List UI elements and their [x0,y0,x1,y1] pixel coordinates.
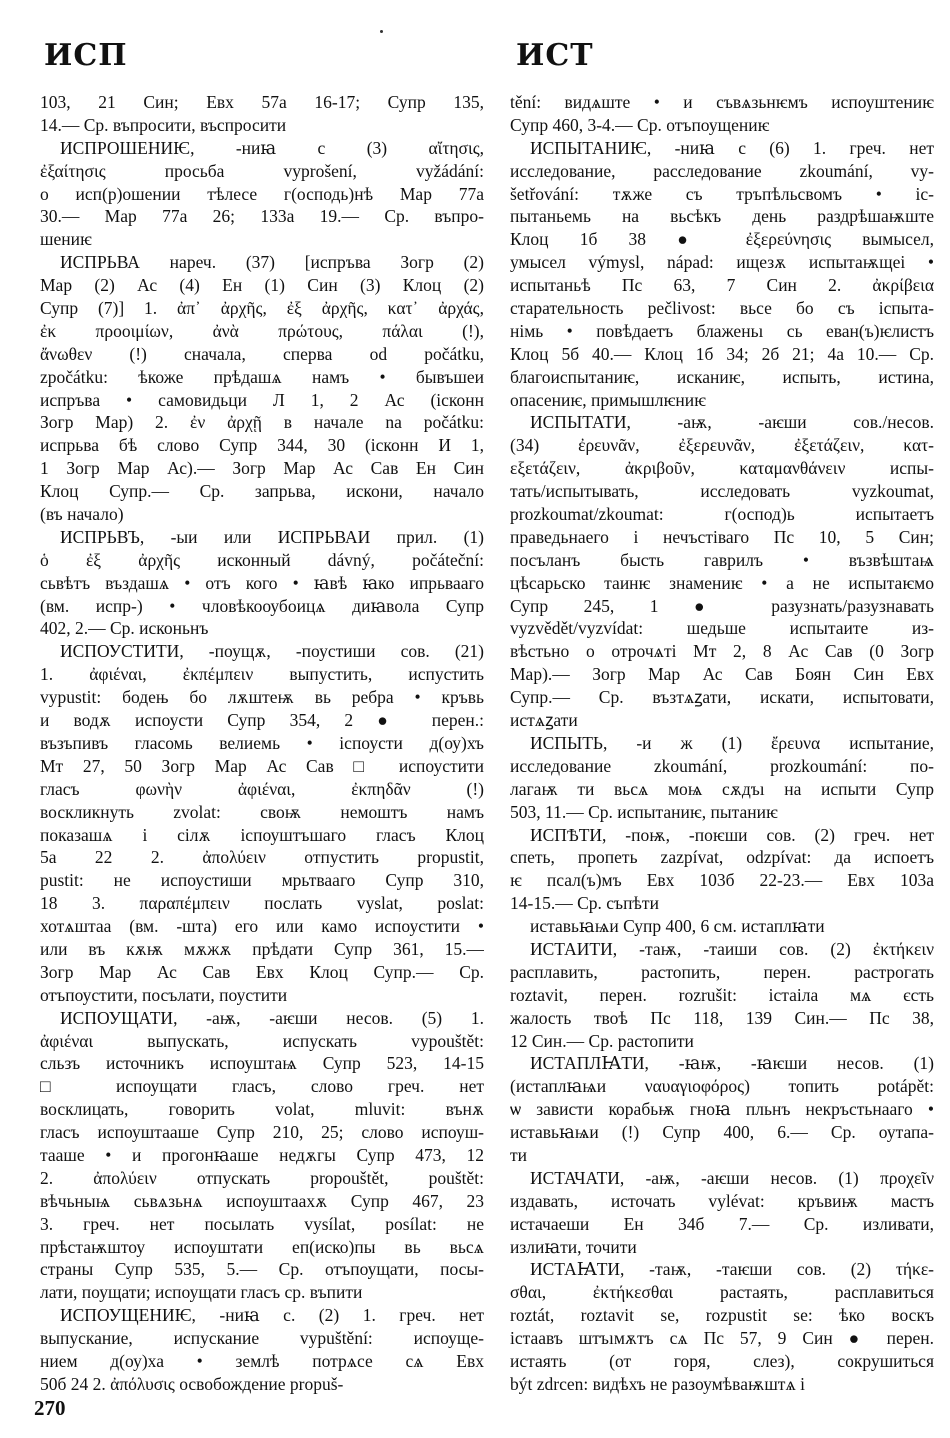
entry-line: (34) ἐρευνᾶν, ἐξερευνᾶν, ἐξετάζειν, κατ- [510,435,934,456]
entry-line: тааше • и прогонꙗаше недѫгы Супр 473, 12 [40,1144,484,1165]
entry-line: σθαι, ἐκτήκεσθαι растаять, расплавиться [510,1282,934,1303]
entry-line: иставьꙗѩи Супр 400, 6 см. истаплꙗти [530,916,825,937]
entry-line: ИСПОУСТИТИ, -поущѫ, -поустиши сов. (21) [60,641,484,662]
entry-line: или въ кѫѭ мѫжѫ прѣдати Супр 361, 15.— [40,938,484,959]
entry-line: Мар).— Зогр Мар Ас Сав Боян Син Евх [510,664,934,685]
entry-line: zpočátku: ѣкоже прѣдашѧ намъ • бывъшеи [40,366,484,387]
entry-line: нием д(оу)ха • землѣ потрѧсе сѧ Евх [40,1350,484,1371]
left-column [40,91,484,1396]
entry-line: 30.— Мар 77а 26; 133а 19.— Ср. въпро- [40,206,484,227]
entry-line: спеть, пропеть zazpívat, odzpívat: да испоетъ [510,847,934,868]
entry-line: ἐξαίτησις просьба vyprošení, vyžádání: [40,160,484,181]
entry-line: ὁ ἐξ ἀρχῆς исконный dávný, počáteční: [40,549,484,570]
entry-line: ИСПРЬВЪ, -ыи или ИСПРЬВАИ прил. (1) [60,526,484,547]
running-head-right: ИСТ [516,38,594,73]
entry-line: 402, 2.— Ср. исконьнъ [40,618,209,639]
entry-line: Зогр Мар) 2. ἐν ἀρχῇ в начале na počátku: [40,412,484,433]
entry-line: лати, поущати; испоущати гласъ ср. въпити [40,1282,363,1303]
entry-line: vyzvědět/vyzvídat: шедьше испытаите из- [510,618,934,639]
entry-line: 14-15.— Ср. съпѣти [510,893,659,914]
entry-line: шениѥ [40,229,92,250]
dictionary-entry [40,640,484,1006]
entry-line: истѧꙁати [510,710,578,731]
entry-line: 12 Син.— Ср. растопити [510,1030,694,1051]
dictionary-entry [510,1167,934,1259]
entry-line: 14.— Ср. въпросити, въспросити [40,114,287,135]
entry-line: 1. ἀφιέναι, ἐκπέμπειν выпустить, испустить [40,664,484,685]
entry-line: опасениѥ, примышлѥниѥ [510,389,706,410]
entry-line: (истаплꙗѩи ναυαγιοφόρος) топить potápět: [510,1076,934,1097]
dictionary-entry [510,137,934,412]
entry-line: хотѧштаа (вм. -шта) его или камо испоустити • [40,916,484,937]
entry-line: испрьва бѣ слово Супр 344, 30 (ісконн И 1, [40,435,484,456]
entry-line: възъпивъ гласомь велиемь • іспоусти д(оу)хъ [40,732,484,753]
dictionary-entry [510,1258,934,1395]
entry-line: ѥ псал(ъ)мъ Евх 103б 22-23.— Евх 103а [510,870,934,891]
entry-line: ИСПРОШЕНИѤ, -ниꙗ с (3) αἴτησις, [60,137,484,158]
entry-line: о исп(р)ошении тѣлесе г(осподь)нѣ Мар 77а [40,183,484,204]
entry-line: Супр 245, 1 ● разузнать/разузнавать [510,595,934,616]
entry-line: ИСТАЧАТИ, -аѭ, -аѥши несов. (1) προχεῖν [530,1167,934,1188]
dictionary-entry [510,91,934,137]
entry-line: ἄνωθεν (!) сначала, сперва od počátku, [40,343,484,364]
entry-line: вѣчьныѩ сьвѧзьнѧ испоуштаахѫ Супр 467, 23 [40,1190,484,1211]
entry-line: 1 Зогр Мар Ас).— Зогр Мар Ас Сав Ен Син [40,458,484,479]
entry-line: Супр 460, 3-4.— Ср. отъпоущениѥ [510,114,770,135]
entry-line: благоиспытаниѥ, исканиѥ, испыть, истина, [510,366,934,387]
entry-line: посъланъ бысть гаврилъ • възвѣштаѩ [510,549,934,570]
entry-line: prozkoumat/zkoumat: г(оспод)ь испытаетъ [510,504,934,525]
entry-line: исследование, расследование zkoumání, vy- [510,160,934,181]
entry-line: 3. греч. нет посылать vysílat, posílat: не [40,1213,484,1234]
entry-line: ѡ зависти корабьѭ гноꙗ пльнъ некръстьнааго • [510,1099,934,1120]
dictionary-entry [40,1007,484,1305]
entry-line: испытаньѣ Пс 63, 7 Син 2. ἀκρίβεια [510,275,934,296]
entry-line: ИСПОУЩЕНИѤ, -ниꙗ с. (2) 1. греч. нет [60,1305,484,1326]
dictionary-entry [40,526,484,640]
entry-line: тать/испытывать, исследовать vyzkoumat, [510,481,934,502]
entry-line: ИСПЫТАНИѤ, -ниꙗ с (6) 1. греч. нет [530,137,934,158]
dictionary-entry [40,91,484,137]
entry-line: німь • повѣдаетъ блаженьı сь еван(ъ)ѥлистъ [510,320,934,341]
entry-line: пытаньемь на вьсѣкъ день раздрѣшаѭште [510,206,934,227]
dictionary-entry [40,1304,484,1396]
entry-line: Зогр Мар Ас Сав Евх Клоц Супр.— Ср. [40,961,484,982]
entry-line: vypustit: бодењ бо лѫштеѭ вь ребра • кръвь [40,687,484,708]
entry-line: ИСТАꙖТИ, -таѭ, -таѥши сов. (2) τήκε- [530,1259,934,1280]
page-number: 270 [34,1396,66,1420]
entry-line: умысел výmysl, nápad: ищезѫ испытаѭщеі • [510,252,934,273]
entry-line: сьвѣтъ въздашѧ • отъ кого • ꙗвѣ ꙗко ипрьвааго [40,572,484,593]
entry-line: roztát, roztavit se, rozpustit se: ѣко воскъ [510,1305,934,1326]
entry-line: Клоц 1б 38 ● ἐξερεύνησις вымысел, [510,229,934,250]
entry-line: Клоц 5б 40.— Клоц 1б 34; 2б 21; 4а 10.— Ср. [510,343,934,364]
entry-line: Супр (7)] 1. ἀπ᾽ ἀρχῆς, ἐξ ἀρχῆς, κατ᾽ ἀρχάς, [40,298,484,319]
entry-line: старательность pečlivost: вьсе бо съ іспыта- [510,298,934,319]
entry-line: εξετάζειν, ἀκριβοῦν, καταμανθάνειν испы- [510,458,934,479]
entry-line: излиꙗти, точити [510,1236,637,1257]
dictionary-entry [510,938,934,1052]
dictionary-entry [40,137,484,251]
dictionary-entry [510,1052,934,1166]
entry-line: ИСТАИТИ, -таѭ, -таиши сов. (2) ἐκτήκειν [530,938,934,959]
entry-line: и водѫ испоусти Супр 354, 2 ● перен.: [40,710,484,731]
entry-line: показашѧ і сілѫ іспоуштъшаго гласъ Клоц [40,824,484,845]
running-head-left: ИСП [44,38,128,73]
entry-line: ἐκ προοιμίων, ἀνὰ πρώτους, πάλαι (!), [40,320,484,341]
entry-line: сльзъ источникъ испоуштаѩ Супр 523, 14-15 [40,1053,484,1074]
entry-line: истачаеши Ен 34б 7.— Ср. изливати, [510,1213,934,1234]
entry-line: ИСПЫТАТИ, -аѭ, -аѥши сов./несов. [530,412,934,433]
entry-line: истаять (от горя, слез), сокрушиться [510,1350,934,1371]
entry-line: вѣстьно о отрочѧті Мт 2, 8 Ас Сав (0 Зогр [510,641,934,662]
entry-line: (вм. испр-) • чловѣкооубоицѧ диꙗвола Супр [40,595,484,616]
entry-line: 5а 22 2. ἀπολύειν отпустить propustit, [40,847,484,868]
entry-line: отъпоустити, посълати, поустити [40,984,288,1005]
dictionary-entry [510,411,934,731]
entry-line: ти [510,1144,528,1165]
entry-line: Клоц Супр.— Ср. запрьва, искони, начало [40,481,484,502]
entry-line: воскликнуть zvolat: своѭ немоштъ намъ [40,801,484,822]
entry-line: восклицать, говорить volat, mluvit: вънѫ [40,1099,484,1120]
entry-line: ИСПОУЩАТИ, -аѭ, -аѥши несов. (5) 1. [60,1007,484,1028]
entry-line: страны Супр 535, 5.— Ср. отъпоущати, посы- [40,1259,484,1280]
print-speck [380,30,383,33]
dictionary-entry [510,732,934,824]
entry-line: □ испоущати гласъ, слово греч. нет [40,1076,484,1097]
entry-line: tění: видѧште • и съвѧзьнѥмъ испоуштениѥ [510,92,934,112]
entry-line: расплавить, растопить, перен. растрогать [510,961,934,982]
entry-line: ИСПРЬВА нареч. (37) [испръва Зогр (2) [60,252,484,273]
entry-line: ἀφιέναι выпускать, испускать vypouštět: [40,1030,484,1051]
entry-line: 103, 21 Син; Евх 57а 16-17; Супр 135, [40,92,484,112]
entry-line: иставьꙗѩи (!) Супр 400, 6.— Ср. оутапа- [510,1122,934,1143]
entry-line: ИСПѢТИ, -поѭ, -поѥши сов. (2) греч. нет [530,824,934,845]
entry-line: лагаѭ ти вьсѧ моѩ сѫдъı на испыти Супр [510,778,934,799]
dictionary-entry [40,251,484,526]
entry-line: Мт 27, 50 Зогр Мар Ас Сав □ испоустити [40,755,484,776]
dictionary-entry [510,824,934,916]
entry-line: být zdrcen: видѣхъ не разоумѣваѭштѧ і [510,1373,806,1394]
entry-line: исследование zkoumání, prozkoumání: по- [510,755,934,776]
entry-line: Супр.— Ср. възтѧꙁати, искати, испытовати, [510,687,934,708]
entry-line: гласъ φωνὴν ἀφιέναι, ἐκπηδᾶν (!) [40,778,484,799]
entry-line: выпускание, испускание vypuštění: испоуще- [40,1328,484,1349]
entry-line: 503, 11.— Ср. испытаниѥ, пытаниѥ [510,801,778,822]
entry-line: жалость твоѣ Пс 118, 139 Син.— Пс 38, [510,1007,934,1028]
entry-line: праведьнаего і нечъстіваго Пс 10, 5 Син; [510,526,934,547]
entry-line: 18 3. παραπέμπειν послать vyslat, poslat: [40,893,484,914]
entry-line: ИСПЫТЬ, -и ж (1) ἔρευνα испытание, [530,732,934,753]
entry-line: істаавъ штъıмѫтъ сѧ Пс 57, 9 Син ● перен. [510,1328,934,1349]
right-column [510,91,934,1396]
entry-line: 50б 24 2. ἀπόλυσις освобождение propuš- [40,1373,344,1394]
entry-line: цѣсарьско таинѥ знамениѥ • а не испытаѥмо [510,572,934,593]
entry-line: (въ начало) [40,504,124,525]
entry-line: 2. ἀπολύειν отпускать propouštět, pouštět: [40,1167,484,1188]
entry-line: šetřování: тѫже съ тръпѣльсвомъ • іс- [510,183,934,204]
entry-line: roztavit, перен. rozrušit: істаіла мѧ єсть [510,984,934,1005]
entry-line: Мар (2) Ас (4) Ен (1) Син (3) Клоц (2) [40,275,484,296]
entry-line: прѣстаѭштоу испоуштати еп(иско)пы вь вьсѧ [40,1236,484,1257]
entry-line: pustit: не испоустиши мрьтвааго Супр 310, [40,870,484,891]
entry-line: издавать, источать vylévat: кръвиѭ мастъ [510,1190,934,1211]
dictionary-entry [510,915,934,938]
entry-line: испръва • самовидьци Л 1, 2 Ас (ісконн [40,389,484,410]
entry-line: гласъ испоуштааше Супр 210, 25; слово испоуш- [40,1122,484,1143]
entry-line: ИСТАПЛꙖТИ, -ꙗѭ, -ꙗѥши несов. (1) [530,1053,934,1074]
